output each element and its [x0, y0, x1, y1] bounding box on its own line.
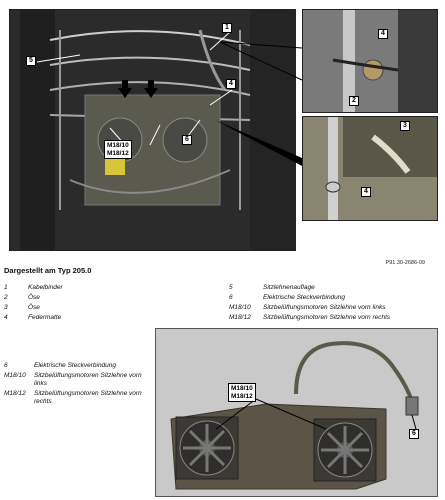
callout-inset-top-4: 4: [378, 29, 388, 39]
legend-row: [4, 362, 144, 370]
inset-photo-top: [302, 9, 438, 113]
legend-key: 2: [4, 294, 8, 301]
legend-row: [4, 390, 144, 406]
legend-value: Kabelbinder: [28, 284, 63, 291]
legend-key: M18/12: [4, 390, 26, 397]
figure-id: P91.30-2686-09: [385, 260, 425, 266]
figure-heading: Dargestellt am Typ 205.0: [4, 266, 92, 275]
callout-fan-6: 6: [409, 429, 419, 439]
legend-row: [4, 303, 204, 313]
legend-value: Sitzlehnenauflage: [263, 284, 315, 291]
legend-key: 3: [4, 304, 8, 311]
fan-module-photo: [155, 328, 438, 497]
legend-row: [229, 293, 444, 303]
motor-label-fan-m1812: M18/12: [231, 392, 253, 400]
motor-label-fan: [228, 383, 256, 402]
legend-key: 5: [229, 284, 233, 291]
legend-right: [229, 283, 444, 323]
inset-top-illustration: [303, 10, 437, 112]
callout-inset-bottom-3: 3: [400, 121, 410, 131]
legend-value: Öse: [28, 304, 40, 311]
callout-inset-bottom-4: 4: [361, 187, 371, 197]
legend-key: 4: [4, 314, 8, 321]
inset-bottom-illustration: [303, 117, 437, 220]
legend-key: 6: [229, 294, 233, 301]
callout-1: 1: [222, 23, 232, 33]
legend-row: [4, 283, 204, 293]
legend-key: M18/12: [229, 314, 251, 321]
callout-5: 5: [26, 56, 36, 66]
legend-value: Sitzbelüftungsmotoren Sitzlehne vorn links: [34, 372, 142, 387]
legend-value: Öse: [28, 294, 40, 301]
legend-key: M18/10: [4, 372, 26, 379]
legend-key: 6: [4, 362, 8, 369]
legend-key: 1: [4, 284, 8, 291]
motor-label-m1812: M18/12: [107, 149, 129, 157]
legend-row: [229, 283, 444, 293]
legend-key: M18/10: [229, 304, 251, 311]
legend-row: [4, 313, 204, 323]
inset-photo-bottom: [302, 116, 438, 221]
legend-value: Sitzbelüftungsmotoren Sitzlehne vorn links: [263, 304, 386, 311]
motor-label-main: [104, 140, 132, 159]
callout-4: 4: [226, 79, 236, 89]
callout-6: 6: [182, 135, 192, 145]
legend-value: Elektrische Steckverbindung: [263, 294, 346, 301]
legend-row: [229, 313, 444, 323]
legend-bottom: [4, 362, 144, 408]
legend-value: Federmatte: [28, 314, 62, 321]
legend-value: Elektrische Steckverbindung: [34, 362, 117, 369]
legend-row: [4, 293, 204, 303]
legend-row: [4, 372, 144, 388]
motor-label-m1810: M18/10: [107, 142, 129, 149]
fan-module-illustration: [156, 329, 437, 496]
callout-inset-top-2: 2: [349, 96, 359, 106]
legend-left: [4, 283, 204, 323]
motor-label-fan-m1810: M18/10: [231, 385, 253, 392]
legend-value: Sitzbelüftungsmotoren Sitzlehne vorn rechts: [34, 390, 142, 405]
inset-pointer-lines: [210, 30, 305, 190]
legend-row: [229, 303, 444, 313]
legend-value: Sitzbelüftungsmotoren Sitzlehne vorn rechts: [263, 314, 391, 321]
